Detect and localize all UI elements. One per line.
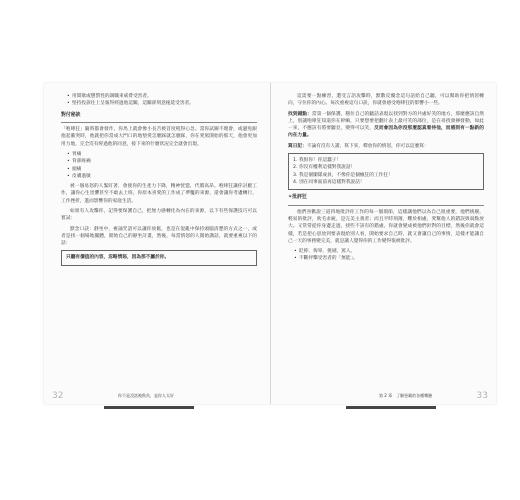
list-item: • 堅持投訴往上呈報得經過他這關，這關卻刻意拖延受害者。: [67, 100, 257, 107]
list-item: 3. 我是個團隊成員，不像你是個瘋狂的工作狂！: [293, 172, 393, 178]
list-item: 4. 別在同事面前再這樣對我說話！: [293, 179, 365, 185]
paragraph: 如果有人攻擊你，記得要保護自己，把無力感轉化為內在的來源，以下有些保護技巧可以嘗試：: [61, 208, 257, 222]
list-item: • 貶抑、侮辱、挑剔、罵人。: [294, 248, 484, 255]
paragraph: [288, 111, 484, 140]
left-footer: [44, 391, 270, 401]
symptom-list: [61, 151, 257, 180]
list-item: • 皮膚過敏: [67, 173, 257, 180]
boxed-quote: 只聽有價值的內容，忽略情怒，因為那不屬於你。: [61, 250, 257, 265]
chapter-footer: 第 2 章 了解惡霸的各種嘴臉: [379, 393, 433, 398]
page-number: 32: [52, 391, 64, 401]
list-item: • 胃痛: [67, 151, 257, 158]
page-number: 33: [476, 391, 488, 401]
section-title: 對付秘訣: [61, 111, 81, 118]
paragraph: 默念口訣：靜坐中，複誦咒語可以讓你放鬆，也是在混亂中保持頭腦清楚的方式之一，或者是找一個場地團體，開始自己的靜坐計畫，然後，每當情怒的人開始講話，就要重複以下的話：: [61, 226, 257, 247]
book-title-footer: 你不是沒話被欺負，是你人太好: [118, 393, 174, 398]
trait-list: [288, 248, 484, 263]
list-item: • 不斷抨擊受害者的「無能」。: [294, 255, 484, 262]
footer-band: [346, 406, 436, 409]
left-page: [61, 93, 257, 383]
right-page: [288, 93, 484, 383]
list-item: • 頭痛: [67, 166, 257, 173]
right-footer: [270, 391, 496, 401]
top-bullet-list: [61, 93, 257, 108]
paragraph: 這需要一點練習，遭受言語攻擊時，默數反覆念這句話給自己聽，可以幫助你把情怒轉向，守住你的內心。每次重複這句口訣，你就會感受咆哮狂的影響小一些。: [288, 94, 484, 107]
paragraph-emphasis: 反而會因為你沒那麼認真看待他，而感到有一點新的內在力量。: [288, 126, 484, 139]
book-spread: [44, 83, 496, 404]
page-gutter: [270, 83, 271, 404]
list-item: • 背部疼痛: [67, 158, 257, 165]
paragraph: [288, 143, 484, 150]
list-item: 1. 我恨你！你這蠢子！: [293, 157, 342, 163]
numbered-box: [288, 153, 484, 190]
section-rule: [61, 122, 257, 123]
list-item: • 用間歇或懲罰性的調職來威脅受害者。: [67, 93, 257, 100]
section-rule: [288, 205, 484, 206]
paragraph-lead: 找到錯點：: [288, 111, 312, 117]
list-item: 2. 你沒有權利這樣對我說話！: [293, 165, 356, 171]
paragraph-lead: 寫日記：: [288, 143, 307, 149]
paragraph: 「咆哮狂」隨時都會發作，你馬上就會像小長舌被首度吼得心急。當你試圖不理會，或避免跟他起衝突時，他就把你當成大門口的地墊愛怎麼踩就怎麼踩，你在愛罵開始的那天，他會更加用力地，完全沒有經過他的同意，接下來的什麼狀況完全就會出現。: [61, 127, 257, 147]
paragraph: 被一個易怒的人緊盯著，會使你的生產力下降，精神恍惚，代價高昂。咆哮狂讓你討厭工作，讓你心生畏懼甚至不敢去上班，你原本喜愛的工作成了夢魘的來源，還會讓你考慮轉行，工作挫折，進而影響你的家庭生活。: [61, 184, 257, 204]
paragraph-text: 不論有沒有人讀，寫下來，釋放你的情怒，你可以這麼寫：: [306, 143, 429, 149]
paragraph-text: 當第一個保護，穩住自己的聽話表現以找到對方的共處好笑的地方，那麼應該自然上，別讓咆哮狂知道你在幹嘛，只要想要把翻片表上最可笑的部位，是在尋找發揮發動，如此一來，不應該有將要聽見，變得可以笑，: [288, 111, 484, 132]
section-title: ✶批評狂: [288, 194, 307, 201]
footer-band: [104, 406, 194, 409]
paragraph: 他們喜歡說三道四地批評你工作的每一個環節，這樣讓他們以為自己很重要，他們挑剔，輕易的批評，吹毛求疵，是完美主義者；而且平時刻薄，難於相處，愛幫他人的錯誤與弱點放大。又常常從你身邊走過，找些不該有的錯處，你就會變成被他們針對的目標，然後你就會這樣，若是把心思放到要表現給別人看、開始要求自己時，就又會讓自己的事情，這樣才能讓自己一天的事務變完美，就是讓人覺得你的工作變得很被批評。: [288, 209, 484, 244]
